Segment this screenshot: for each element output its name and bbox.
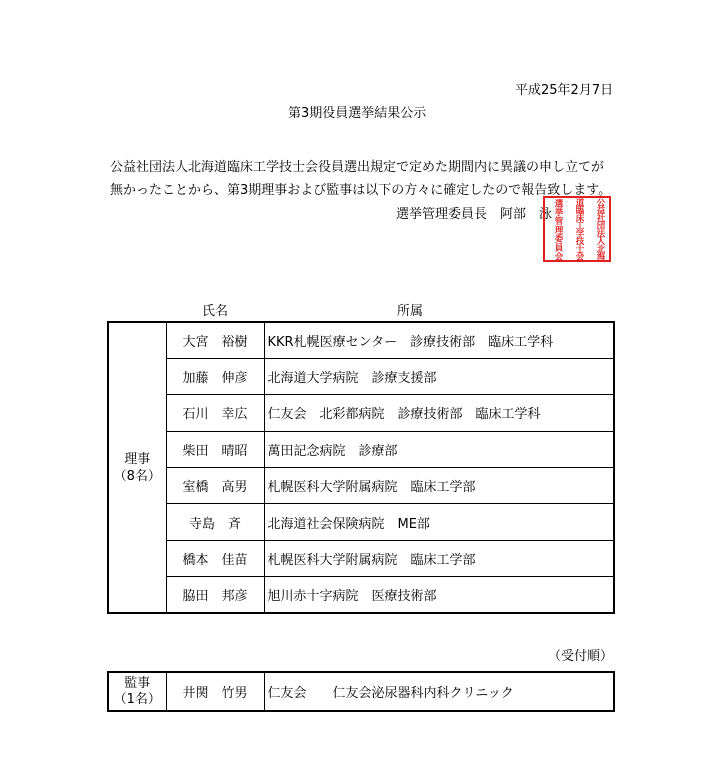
group-label-directors [108, 322, 166, 613]
auditor-label-line2: （1名） [113, 691, 161, 707]
table-row [108, 577, 614, 613]
auditor-label-line1: 監事 [124, 675, 151, 691]
member-affiliation: 札幌医科大学附属病院 臨床工学部 [264, 468, 614, 504]
auditor-name: 井関 竹男 [166, 672, 264, 711]
member-affiliation: 旭川赤十字病院 医療技術部 [264, 577, 614, 613]
table-row [108, 504, 614, 540]
seal-character: 管 [554, 216, 564, 227]
table-row [108, 322, 614, 358]
seal-character: 員 [554, 243, 564, 254]
member-affiliation: 北海道社会保険病院 ME部 [264, 504, 614, 540]
signer-line: 選挙管理委員長 阿部 泳 [396, 207, 553, 222]
seal-character: 士 [575, 244, 585, 255]
official-seal [543, 196, 611, 262]
member-name: 橋本 佳苗 [166, 540, 264, 576]
seal-character: 人 [596, 237, 606, 248]
seal-character: 選 [554, 199, 564, 210]
seal-character: 技 [575, 237, 585, 248]
column-header-affiliation: 所属 [397, 304, 424, 319]
seal-character: 益 [596, 206, 606, 217]
table-row [108, 672, 614, 711]
seal-graphic [545, 198, 611, 262]
group-label-line2: （8名） [113, 468, 161, 484]
member-affiliation: 萬田記念病院 診療部 [264, 431, 614, 467]
seal-character: 委 [554, 234, 564, 245]
table-row [108, 358, 614, 394]
auditor-affiliation: 仁友会 仁友会泌尿器科内科クリニック [264, 672, 614, 711]
document-title: 第3期役員選挙結果公示 [288, 106, 427, 121]
seal-character: 学 [575, 229, 585, 240]
seal-character: 臨 [575, 206, 585, 217]
table-row [108, 468, 614, 504]
column-header-name: 氏名 [202, 304, 229, 319]
member-name: 石川 幸広 [166, 395, 264, 431]
member-name: 室橋 高男 [166, 468, 264, 504]
member-name: 脇田 邦彦 [166, 577, 264, 613]
order-note: （受付順） [548, 649, 614, 664]
seal-character: 挙 [554, 208, 564, 219]
seal-character: 団 [596, 221, 606, 232]
member-name: 柴田 晴昭 [166, 431, 264, 467]
seal-character: 会 [554, 252, 564, 262]
seal-character: 床 [575, 213, 585, 224]
member-affiliation: 仁友会 北彩都病院 診療技術部 臨床工学科 [264, 395, 614, 431]
member-affiliation: KKR札幌医療センター 診療技術部 臨床工学科 [264, 322, 614, 358]
seal-character: 公 [596, 198, 606, 209]
group-label-auditor [108, 672, 166, 711]
seal-character: 会 [575, 252, 585, 262]
seal-character: 社 [596, 213, 606, 224]
table-row [108, 431, 614, 467]
table-row [108, 395, 614, 431]
body-text-line-1: 公益社団法人北海道臨床工学技士会役員選出規定で定めた期間内に異議の申し立てが [110, 160, 605, 175]
seal-character: 法 [596, 229, 606, 240]
seal-character: 理 [554, 225, 564, 236]
seal-character: 工 [575, 221, 585, 232]
table-row [108, 540, 614, 576]
member-name: 大宮 裕樹 [166, 322, 264, 358]
member-name: 寺島 斉 [166, 504, 264, 540]
member-affiliation: 札幌医科大学附属病院 臨床工学部 [264, 540, 614, 576]
body-text-line-2: 無かったことから、第3期理事および監事は以下の方々に確定したので報告致します。 [110, 183, 612, 198]
seal-character: 道 [575, 198, 585, 209]
member-name: 加藤 伸彦 [166, 358, 264, 394]
seal-character: 北 [596, 244, 606, 255]
auditor-table [107, 671, 615, 712]
seal-character: 海 [596, 252, 606, 262]
group-label-line1: 理事 [124, 451, 151, 467]
board-members-table [107, 321, 615, 614]
member-affiliation: 北海道大学病院 診療支援部 [264, 358, 614, 394]
document-date: 平成25年2月7日 [515, 83, 614, 98]
